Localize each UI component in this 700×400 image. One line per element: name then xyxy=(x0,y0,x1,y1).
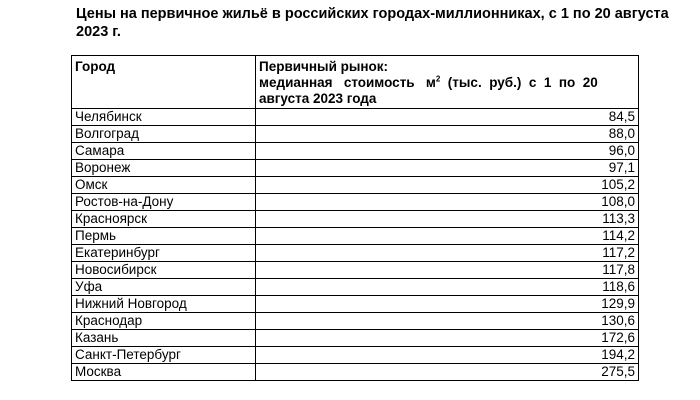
price-cell: 194,2 xyxy=(256,347,639,364)
city-cell: Самара xyxy=(72,143,256,160)
price-cell: 275,5 xyxy=(256,364,639,381)
table-row xyxy=(72,194,639,211)
table-row xyxy=(72,313,639,330)
price-cell: 97,1 xyxy=(256,160,639,177)
document-title: Цены на первичное жильё в российских городах-миллионниках, с 1 по 20 августа 2023 г. xyxy=(76,6,669,40)
header-price-line1: Первичный рынок: xyxy=(259,59,389,74)
price-cell: 117,2 xyxy=(256,245,639,262)
table-row xyxy=(72,143,639,160)
header-city: Город xyxy=(72,56,256,109)
table-row xyxy=(72,160,639,177)
city-cell: Казань xyxy=(72,330,256,347)
city-cell: Санкт-Петербург xyxy=(72,347,256,364)
city-cell: Воронеж xyxy=(72,160,256,177)
city-cell: Нижний Новгород xyxy=(72,296,256,313)
table-row xyxy=(72,279,639,296)
city-cell: Москва xyxy=(72,364,256,381)
city-cell: Ростов-на-Дону xyxy=(72,194,256,211)
price-cell: 114,2 xyxy=(256,228,639,245)
price-cell: 105,2 xyxy=(256,177,639,194)
header-price xyxy=(256,56,639,109)
table-body xyxy=(72,109,639,381)
city-cell: Красноярск xyxy=(72,211,256,228)
price-cell: 88,0 xyxy=(256,126,639,143)
table-row xyxy=(72,347,639,364)
city-cell: Краснодар xyxy=(72,313,256,330)
price-cell: 113,3 xyxy=(256,211,639,228)
table-row xyxy=(72,364,639,381)
city-cell: Челябинск xyxy=(72,109,256,126)
table-row xyxy=(72,330,639,347)
table-row xyxy=(72,245,639,262)
header-price-line2-end: (тыс. руб.) с 1 по 20 xyxy=(440,75,598,90)
price-cell: 130,6 xyxy=(256,313,639,330)
price-cell: 84,5 xyxy=(256,109,639,126)
price-cell: 118,6 xyxy=(256,279,639,296)
table-row xyxy=(72,109,639,126)
table-row xyxy=(72,228,639,245)
header-price-line3: августа 2023 года xyxy=(259,91,377,106)
table-row xyxy=(72,296,639,313)
price-cell: 96,0 xyxy=(256,143,639,160)
header-price-superscript: 2 xyxy=(435,74,441,84)
price-cell: 108,0 xyxy=(256,194,639,211)
city-cell: Пермь xyxy=(72,228,256,245)
table-row xyxy=(72,126,639,143)
table-row xyxy=(72,177,639,194)
city-cell: Уфа xyxy=(72,279,256,296)
header-price-line2-start: медианная стоимость м xyxy=(259,75,436,90)
city-cell: Екатеринбург xyxy=(72,245,256,262)
header-price-line2 xyxy=(259,75,635,91)
price-table xyxy=(71,55,639,381)
table-row xyxy=(72,262,639,279)
city-cell: Омск xyxy=(72,177,256,194)
price-cell: 117,8 xyxy=(256,262,639,279)
city-cell: Новосибирск xyxy=(72,262,256,279)
table-header-row xyxy=(72,56,639,109)
price-cell: 172,6 xyxy=(256,330,639,347)
price-cell: 129,9 xyxy=(256,296,639,313)
city-cell: Волгоград xyxy=(72,126,256,143)
table-row xyxy=(72,211,639,228)
